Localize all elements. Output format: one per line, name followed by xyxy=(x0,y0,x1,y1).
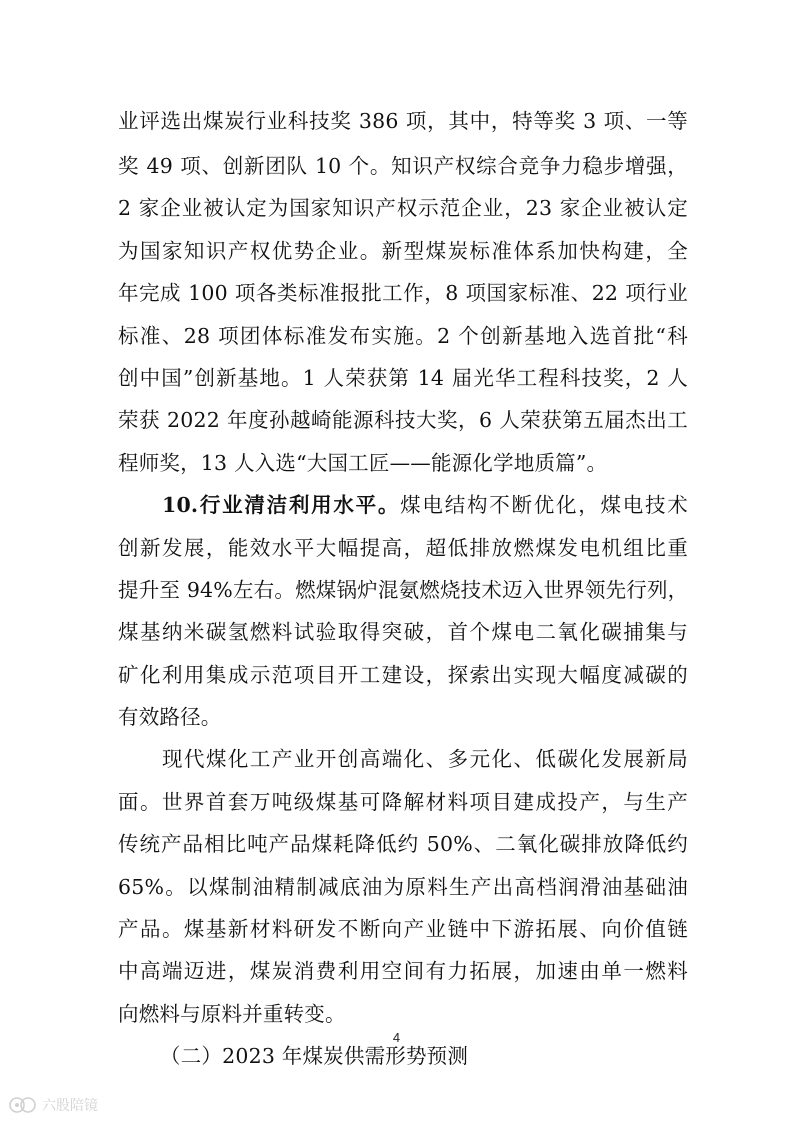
text-line: 年完成 100 项各类标准报批工作，8 项国家标准、22 项行业 xyxy=(118,281,688,305)
text-line: 产品。煤基新材料研发不断向产业链中下游拓展、向价值链 xyxy=(118,917,688,941)
text-line: 向燃料与原料并重转变。 xyxy=(118,1002,346,1026)
watermark-text: 六股陪镜 xyxy=(42,1098,98,1114)
paragraph-first-line: 现代煤化工产业开创高端化、多元化、低碳化发展新局 xyxy=(162,747,688,771)
text-line: 中高端迈进，煤炭消费利用空间有力拓展，加速由单一燃料 xyxy=(118,959,688,983)
section-heading: （二）2023 年煤炭供需形势预测 xyxy=(160,1044,469,1068)
text-line: 业评选出煤炭行业科技奖 386 项，其中，特等奖 3 项、一等 xyxy=(118,109,688,133)
text-line: 矿化利用集成示范项目开工建设，探索出实现大幅度减碳的 xyxy=(118,663,688,687)
text-line: 煤基纳米碳氢燃料试验取得突破，首个煤电二氧化碳捕集与 xyxy=(118,620,688,644)
text-line: 65%。以煤制油精制减底油为原料生产出高档润滑油基础油 xyxy=(118,875,688,899)
text-line: 面。世界首套万吨级煤基可降解材料项目建成投产，与生产 xyxy=(118,790,688,814)
text-line: 创中国”创新基地。1 人荣获第 14 届光华工程科技奖，2 人 xyxy=(118,366,688,390)
text-line: 奖 49 项、创新团队 10 个。知识产权综合竞争力稳步增强， xyxy=(118,154,688,178)
text-line: 提升至 94%左右。燃煤锅炉混氨燃烧技术迈入世界领先行列， xyxy=(118,578,689,602)
page-number: 4 xyxy=(392,1030,401,1045)
text-line: 传统产品相比吨产品煤耗降低约 50%、二氧化碳排放降低约 xyxy=(118,832,688,856)
text-line: 有效路径。 xyxy=(118,705,222,729)
paragraph-text: 煤电结构不断优化，煤电技术 xyxy=(400,493,688,517)
watermark-logo-icon xyxy=(8,1096,38,1114)
watermark xyxy=(8,1095,98,1115)
text-line: 程师奖，13 人入选“大国工匠——能源化学地质篇”。 xyxy=(118,451,608,475)
text-line: 荣获 2022 年度孙越崎能源科技大奖，6 人荣获第五届杰出工 xyxy=(118,408,688,432)
text-line: 创新发展，能效水平大幅提高，超低排放燃煤发电机组比重 xyxy=(118,536,688,560)
text-line: 为国家知识产权优势企业。新型煤炭标准体系加快构建，全 xyxy=(118,239,688,263)
text-line: 2 家企业被认定为国家知识产权示范企业，23 家企业被认定 xyxy=(118,196,688,220)
text-line: 标准、28 项团体标准发布实施。2 个创新基地入选首批“科 xyxy=(118,324,688,348)
paragraph-10-first-line xyxy=(162,491,688,519)
paragraph-heading: 10.行业清洁利用水平。 xyxy=(162,493,401,517)
